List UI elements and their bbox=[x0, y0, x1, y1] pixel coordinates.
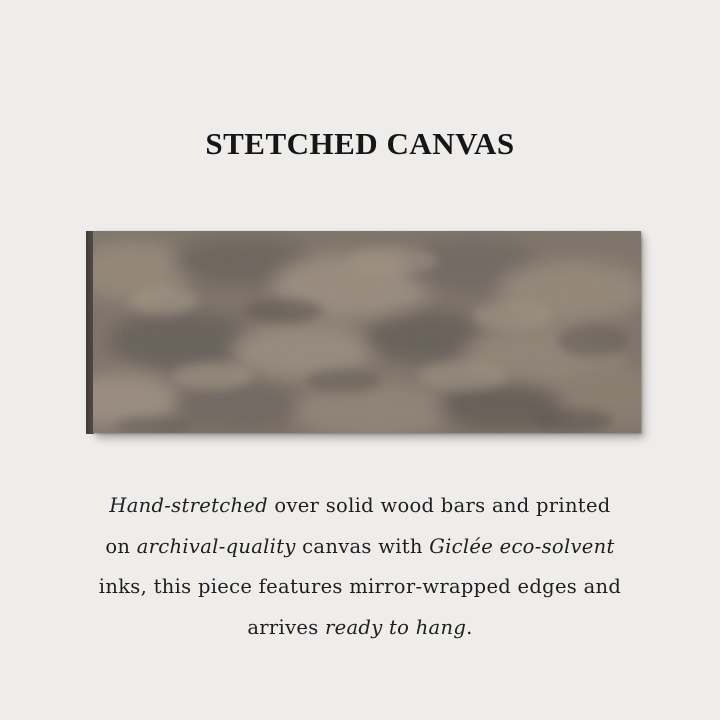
description-text: . bbox=[466, 615, 473, 639]
page-title: STETCHED CANVAS bbox=[205, 126, 515, 161]
description-text: canvas with bbox=[295, 534, 430, 558]
description-line bbox=[40, 608, 680, 649]
canvas-artwork bbox=[93, 231, 641, 433]
canvas-product-image bbox=[86, 229, 642, 435]
description-text: arrives bbox=[247, 615, 326, 639]
emphasis-text: ready to hang bbox=[325, 615, 467, 639]
emphasis-text: Giclée eco-solvent bbox=[429, 534, 615, 558]
emphasis-text: archival-quality bbox=[136, 534, 296, 558]
description-line bbox=[40, 486, 680, 527]
emphasis-text: Hand-stretched bbox=[109, 494, 268, 517]
description-text: inks, this piece features mirror-wrapped edges and bbox=[98, 575, 622, 598]
description-line bbox=[40, 527, 680, 568]
product-description bbox=[40, 486, 680, 648]
abstract-cloud-painting bbox=[93, 231, 641, 433]
description-text: on bbox=[105, 534, 137, 558]
description-text: over solid wood bars and printed bbox=[267, 494, 611, 517]
description-line bbox=[40, 567, 680, 608]
